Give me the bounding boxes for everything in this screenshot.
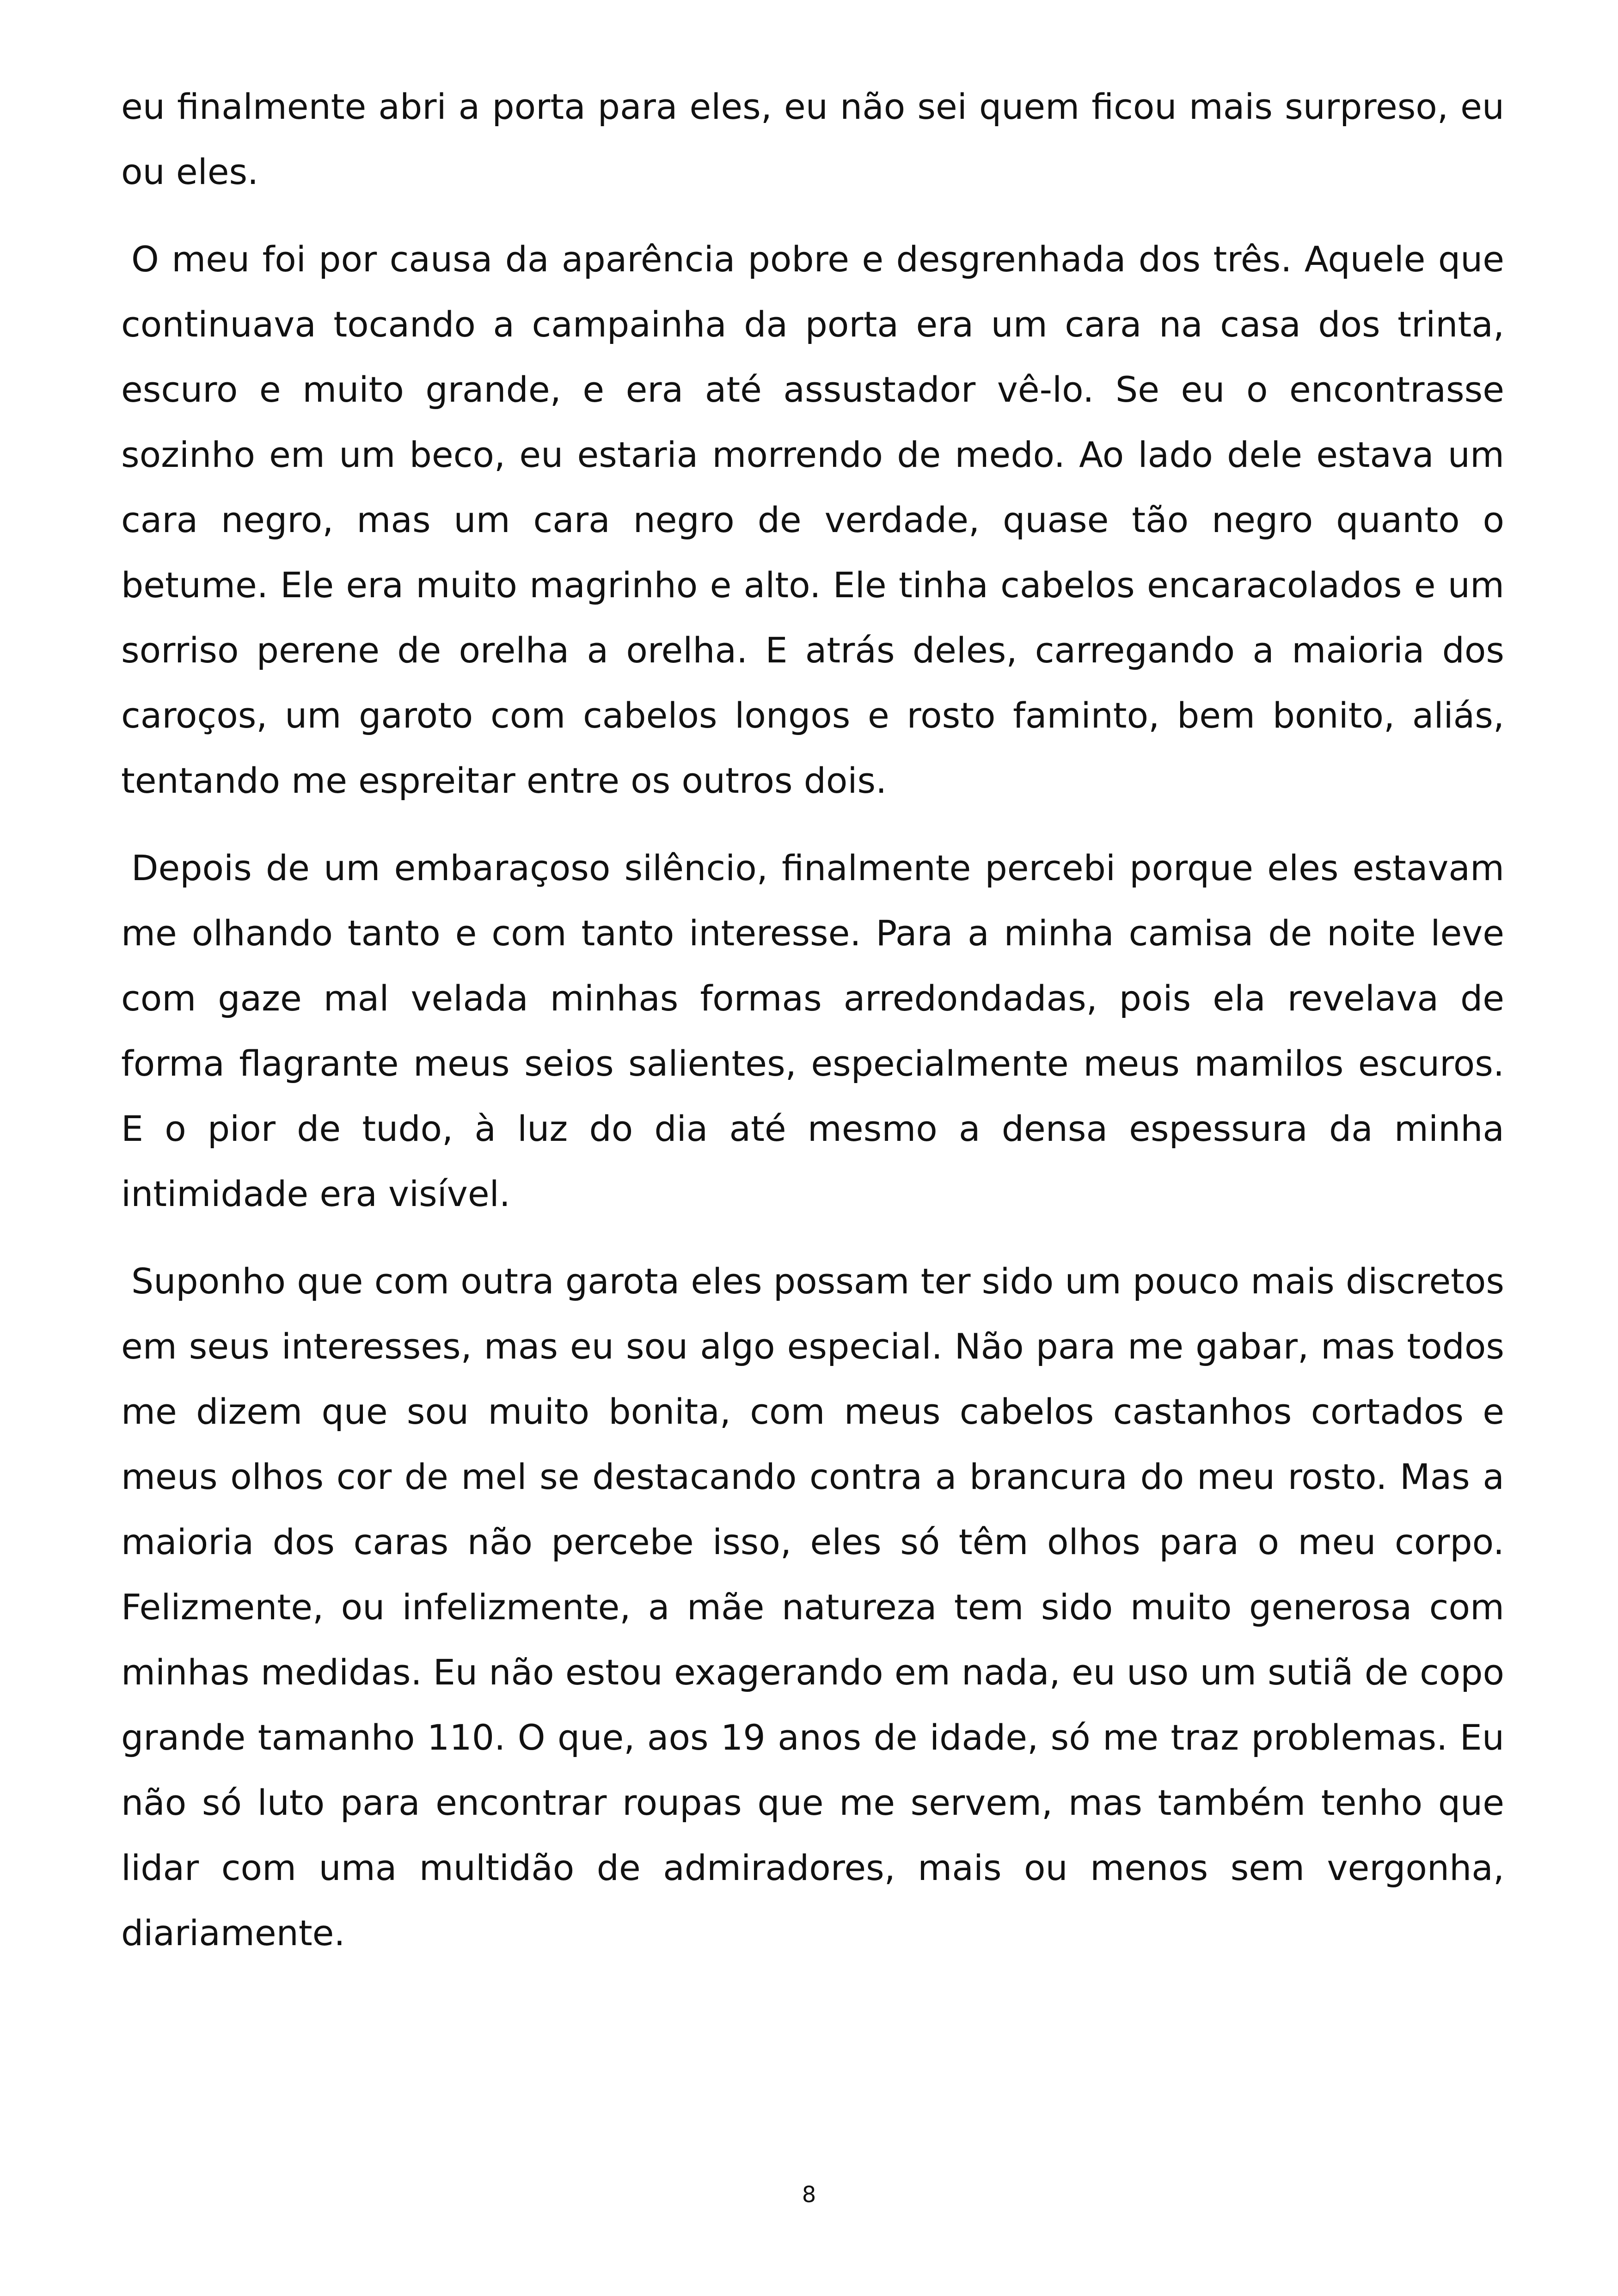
paragraph-4: Suponho que com outra garota eles possam ter sido um pouco mais discretos em seus interesses, mas eu sou algo especial. Não para me gabar, mas todos me dizem que sou muito bonita, com meus cabelos castanhos cortados e meus olhos cor de mel se destacando contra a brancura do meu rosto. Mas a maioria dos caras não percebe isso, eles só têm olhos para o meu corpo. Felizmente, ou infelizmente, a mãe natureza tem sido muito generosa com minhas medidas. Eu não estou exagerando em nada, eu uso um sutiã de copo grande tamanho 110. O que, aos 19 anos de idade, só me traz problemas. Eu não só luto para encontrar roupas que me servem, mas também tenho que lidar com uma multidão de admiradores, mais ou menos sem vergonha, diariamente. bbox=[121, 1261, 1504, 1953]
paragraph-3: Depois de um embaraçoso silêncio, finalmente percebi porque eles estavam me olhando tanto e com tanto interesse. Para a minha camisa de noite leve com gaze mal velada minhas formas arredondadas, pois ela revelava de forma flagrante meus seios salientes, especialmente meus mamilos escuros. E o pior de tudo, à luz do dia até mesmo a densa espessura da minha intimidade era visível. bbox=[121, 847, 1504, 1214]
paragraph-1: eu finalmente abri a porta para eles, eu não sei quem ficou mais surpreso, eu ou eles. bbox=[121, 86, 1504, 192]
paragraph-2: O meu foi por causa da aparência pobre e desgrenhada dos três. Aquele que continuava tocando a campainha da porta era um cara na casa dos trinta, escuro e muito grande, e era até assustador vê-lo. Se eu o encontrasse sozinho em um beco, eu estaria morrendo de medo. Ao lado dele estava um cara negro, mas um cara negro de verdade, quase tão negro quanto o betume. Ele era muito magrinho e alto. Ele tinha cabelos encaracolados e um sorriso perene de orelha a orelha. E atrás deles, carregando a maioria dos caroços, um garoto com cabelos longos e rosto faminto, bem bonito, aliás, tentando me espreitar entre os outros dois. bbox=[121, 239, 1504, 801]
page-number: 8 bbox=[802, 2182, 816, 2208]
body-text bbox=[121, 74, 1504, 1988]
